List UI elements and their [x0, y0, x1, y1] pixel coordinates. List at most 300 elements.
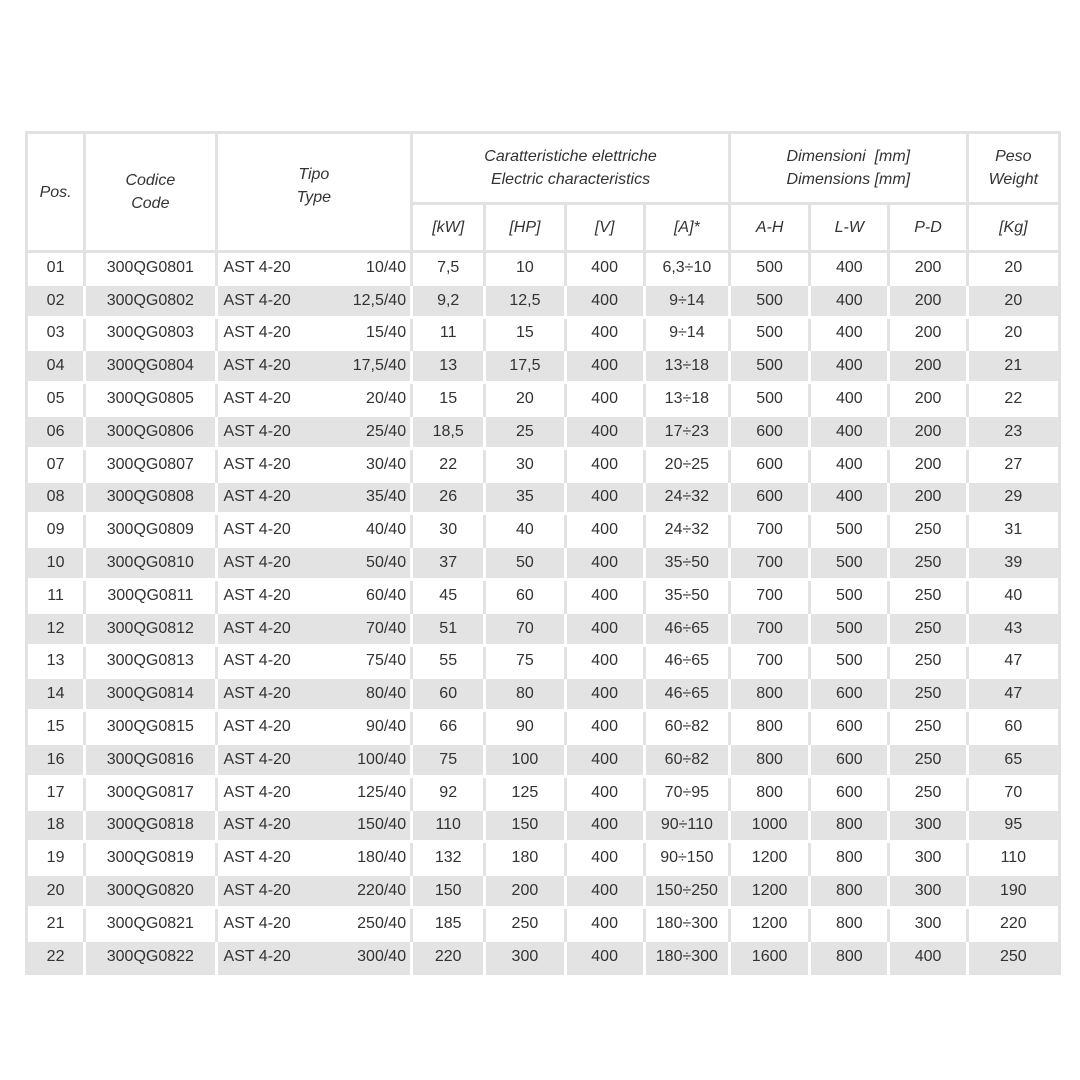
cell-pos: 21: [27, 907, 85, 940]
header-unit-a: [A]*: [644, 204, 729, 252]
header-weight-en: Weight: [988, 171, 1039, 188]
cell-kg: 43: [967, 612, 1059, 645]
cell-a: 17÷23: [644, 415, 729, 448]
cell-ah: 700: [729, 645, 809, 678]
cell-size: 75/40: [329, 645, 411, 678]
cell-kg: 110: [967, 842, 1059, 875]
header-dims-en: Dimensions [mm]: [786, 171, 911, 188]
cell-type: AST 4-20: [216, 940, 329, 973]
header-weight: [967, 133, 1059, 204]
cell-pd: 300: [889, 842, 967, 875]
cell-ah: 600: [729, 415, 809, 448]
cell-size: 25/40: [329, 415, 411, 448]
cell-v: 400: [565, 252, 644, 285]
cell-hp: 250: [485, 907, 565, 940]
cell-hp: 70: [485, 612, 565, 645]
cell-pos: 10: [27, 547, 85, 580]
cell-a: 13÷18: [644, 350, 729, 383]
cell-a: 35÷50: [644, 547, 729, 580]
cell-v: 400: [565, 317, 644, 350]
cell-size: 50/40: [329, 547, 411, 580]
cell-a: 6,3÷10: [644, 252, 729, 285]
cell-pos: 02: [27, 284, 85, 317]
header-pos-label: Pos.: [39, 183, 72, 201]
header-weight-it: Peso: [995, 148, 1032, 165]
cell-pos: 13: [27, 645, 85, 678]
cell-pd: 200: [889, 317, 967, 350]
cell-v: 400: [565, 645, 644, 678]
cell-pos: 05: [27, 383, 85, 416]
cell-pos: 15: [27, 711, 85, 744]
cell-size: 30/40: [329, 448, 411, 481]
cell-code: 300QG0803: [85, 317, 216, 350]
cell-lw: 500: [810, 579, 889, 612]
cell-a: 180÷300: [644, 907, 729, 940]
cell-kg: 95: [967, 809, 1059, 842]
cell-v: 400: [565, 940, 644, 973]
cell-pos: 09: [27, 514, 85, 547]
cell-lw: 600: [810, 678, 889, 711]
cell-code: 300QG0821: [85, 907, 216, 940]
cell-hp: 12,5: [485, 284, 565, 317]
cell-pos: 01: [27, 252, 85, 285]
cell-kw: 220: [412, 940, 485, 973]
cell-hp: 300: [485, 940, 565, 973]
cell-kg: 29: [967, 481, 1059, 514]
cell-pd: 300: [889, 809, 967, 842]
cell-a: 35÷50: [644, 579, 729, 612]
cell-a: 24÷32: [644, 481, 729, 514]
cell-v: 400: [565, 678, 644, 711]
table-row: [27, 547, 1060, 580]
cell-v: 400: [565, 711, 644, 744]
cell-kg: 21: [967, 350, 1059, 383]
cell-code: 300QG0816: [85, 743, 216, 776]
cell-kw: 15: [412, 383, 485, 416]
cell-pos: 17: [27, 776, 85, 809]
header-unit-v: [V]: [565, 204, 644, 252]
table-row: [27, 284, 1060, 317]
cell-pos: 14: [27, 678, 85, 711]
cell-code: 300QG0811: [85, 579, 216, 612]
cell-pd: 400: [889, 940, 967, 973]
cell-type: AST 4-20: [216, 809, 329, 842]
cell-hp: 80: [485, 678, 565, 711]
cell-kw: 55: [412, 645, 485, 678]
cell-ah: 800: [729, 711, 809, 744]
table-row: [27, 875, 1060, 908]
table-row: [27, 481, 1060, 514]
cell-kw: 66: [412, 711, 485, 744]
cell-v: 400: [565, 809, 644, 842]
cell-kw: 60: [412, 678, 485, 711]
table-row: [27, 809, 1060, 842]
cell-hp: 20: [485, 383, 565, 416]
cell-size: 20/40: [329, 383, 411, 416]
cell-code: 300QG0813: [85, 645, 216, 678]
cell-type: AST 4-20: [216, 284, 329, 317]
cell-ah: 1000: [729, 809, 809, 842]
cell-a: 13÷18: [644, 383, 729, 416]
cell-v: 400: [565, 448, 644, 481]
cell-a: 180÷300: [644, 940, 729, 973]
table-row: [27, 612, 1060, 645]
cell-hp: 60: [485, 579, 565, 612]
cell-kg: 47: [967, 645, 1059, 678]
cell-size: 17,5/40: [329, 350, 411, 383]
cell-hp: 40: [485, 514, 565, 547]
cell-kg: 70: [967, 776, 1059, 809]
cell-kw: 13: [412, 350, 485, 383]
cell-hp: 150: [485, 809, 565, 842]
cell-lw: 500: [810, 645, 889, 678]
cell-code: 300QG0802: [85, 284, 216, 317]
table-row: [27, 448, 1060, 481]
cell-ah: 700: [729, 547, 809, 580]
cell-pd: 250: [889, 579, 967, 612]
header-electric-en: Electric characteristics: [490, 171, 651, 188]
cell-lw: 400: [810, 350, 889, 383]
cell-pos: 19: [27, 842, 85, 875]
table-row: [27, 579, 1060, 612]
cell-v: 400: [565, 875, 644, 908]
cell-code: 300QG0810: [85, 547, 216, 580]
cell-type: AST 4-20: [216, 514, 329, 547]
cell-lw: 800: [810, 907, 889, 940]
cell-code: 300QG0804: [85, 350, 216, 383]
cell-ah: 600: [729, 448, 809, 481]
cell-a: 60÷82: [644, 711, 729, 744]
cell-code: 300QG0817: [85, 776, 216, 809]
cell-ah: 500: [729, 383, 809, 416]
header-pos: [27, 133, 85, 252]
cell-pos: 18: [27, 809, 85, 842]
cell-hp: 35: [485, 481, 565, 514]
cell-pos: 03: [27, 317, 85, 350]
header-unit-kw: [kW]: [412, 204, 485, 252]
table-row: [27, 317, 1060, 350]
cell-hp: 50: [485, 547, 565, 580]
cell-a: 46÷65: [644, 645, 729, 678]
cell-size: 150/40: [329, 809, 411, 842]
header-unit-ah: A-H: [729, 204, 809, 252]
cell-hp: 90: [485, 711, 565, 744]
cell-pd: 200: [889, 383, 967, 416]
cell-a: 60÷82: [644, 743, 729, 776]
cell-hp: 15: [485, 317, 565, 350]
cell-ah: 1200: [729, 907, 809, 940]
header-electric: [412, 133, 730, 204]
cell-type: AST 4-20: [216, 776, 329, 809]
cell-ah: 500: [729, 350, 809, 383]
cell-pd: 250: [889, 711, 967, 744]
cell-pos: 22: [27, 940, 85, 973]
cell-hp: 17,5: [485, 350, 565, 383]
cell-lw: 500: [810, 612, 889, 645]
cell-pd: 200: [889, 284, 967, 317]
cell-hp: 125: [485, 776, 565, 809]
cell-a: 24÷32: [644, 514, 729, 547]
cell-ah: 700: [729, 579, 809, 612]
cell-kg: 190: [967, 875, 1059, 908]
cell-type: AST 4-20: [216, 875, 329, 908]
cell-type: AST 4-20: [216, 579, 329, 612]
header-electric-it: Caratteristiche elettriche: [484, 148, 657, 165]
cell-kg: 27: [967, 448, 1059, 481]
cell-kg: 20: [967, 252, 1059, 285]
cell-pd: 200: [889, 481, 967, 514]
cell-type: AST 4-20: [216, 547, 329, 580]
cell-lw: 400: [810, 284, 889, 317]
cell-code: 300QG0806: [85, 415, 216, 448]
table-row: [27, 383, 1060, 416]
cell-lw: 400: [810, 252, 889, 285]
cell-pd: 200: [889, 252, 967, 285]
cell-size: 220/40: [329, 875, 411, 908]
cell-kw: 150: [412, 875, 485, 908]
cell-pd: 250: [889, 645, 967, 678]
cell-kw: 92: [412, 776, 485, 809]
cell-lw: 800: [810, 875, 889, 908]
cell-v: 400: [565, 514, 644, 547]
cell-code: 300QG0815: [85, 711, 216, 744]
cell-size: 250/40: [329, 907, 411, 940]
cell-code: 300QG0822: [85, 940, 216, 973]
header-type: [216, 133, 412, 252]
header-code: [85, 133, 216, 252]
cell-a: 20÷25: [644, 448, 729, 481]
cell-lw: 600: [810, 743, 889, 776]
cell-kg: 20: [967, 317, 1059, 350]
cell-pos: 20: [27, 875, 85, 908]
table-row: [27, 514, 1060, 547]
cell-kw: 185: [412, 907, 485, 940]
table-row: [27, 842, 1060, 875]
cell-type: AST 4-20: [216, 743, 329, 776]
cell-v: 400: [565, 579, 644, 612]
cell-a: 9÷14: [644, 284, 729, 317]
cell-type: AST 4-20: [216, 645, 329, 678]
cell-type: AST 4-20: [216, 383, 329, 416]
table-row: [27, 940, 1060, 973]
cell-lw: 400: [810, 383, 889, 416]
cell-ah: 800: [729, 776, 809, 809]
cell-a: 90÷110: [644, 809, 729, 842]
cell-ah: 800: [729, 678, 809, 711]
cell-code: 300QG0801: [85, 252, 216, 285]
cell-lw: 800: [810, 809, 889, 842]
cell-v: 400: [565, 481, 644, 514]
cell-pos: 04: [27, 350, 85, 383]
cell-size: 90/40: [329, 711, 411, 744]
cell-pd: 250: [889, 547, 967, 580]
cell-kw: 37: [412, 547, 485, 580]
cell-hp: 30: [485, 448, 565, 481]
table-row: [27, 678, 1060, 711]
cell-kw: 26: [412, 481, 485, 514]
cell-pos: 08: [27, 481, 85, 514]
cell-kw: 30: [412, 514, 485, 547]
cell-type: AST 4-20: [216, 678, 329, 711]
cell-pd: 200: [889, 448, 967, 481]
cell-kw: 18,5: [412, 415, 485, 448]
cell-a: 70÷95: [644, 776, 729, 809]
cell-size: 80/40: [329, 678, 411, 711]
cell-kw: 45: [412, 579, 485, 612]
cell-a: 90÷150: [644, 842, 729, 875]
cell-lw: 500: [810, 547, 889, 580]
cell-code: 300QG0812: [85, 612, 216, 645]
cell-hp: 25: [485, 415, 565, 448]
cell-size: 125/40: [329, 776, 411, 809]
cell-code: 300QG0809: [85, 514, 216, 547]
cell-lw: 400: [810, 481, 889, 514]
cell-ah: 500: [729, 317, 809, 350]
cell-type: AST 4-20: [216, 612, 329, 645]
cell-type: AST 4-20: [216, 317, 329, 350]
cell-kw: 75: [412, 743, 485, 776]
cell-lw: 800: [810, 940, 889, 973]
cell-type: AST 4-20: [216, 907, 329, 940]
cell-kg: 23: [967, 415, 1059, 448]
cell-pos: 12: [27, 612, 85, 645]
cell-ah: 1600: [729, 940, 809, 973]
cell-kg: 220: [967, 907, 1059, 940]
header-type-it: Tipo: [298, 166, 330, 183]
cell-pd: 250: [889, 678, 967, 711]
cell-hp: 100: [485, 743, 565, 776]
cell-lw: 800: [810, 842, 889, 875]
cell-code: 300QG0807: [85, 448, 216, 481]
cell-hp: 10: [485, 252, 565, 285]
cell-kg: 39: [967, 547, 1059, 580]
cell-type: AST 4-20: [216, 842, 329, 875]
cell-pos: 06: [27, 415, 85, 448]
cell-size: 100/40: [329, 743, 411, 776]
header-code-it: Codice: [125, 172, 176, 189]
cell-lw: 400: [810, 317, 889, 350]
header-code-en: Code: [131, 195, 170, 212]
cell-pos: 11: [27, 579, 85, 612]
cell-hp: 180: [485, 842, 565, 875]
table-row: [27, 645, 1060, 678]
cell-lw: 600: [810, 776, 889, 809]
cell-v: 400: [565, 743, 644, 776]
cell-ah: 800: [729, 743, 809, 776]
cell-v: 400: [565, 907, 644, 940]
cell-code: 300QG0805: [85, 383, 216, 416]
cell-size: 40/40: [329, 514, 411, 547]
cell-ah: 600: [729, 481, 809, 514]
table-row: [27, 711, 1060, 744]
cell-pos: 07: [27, 448, 85, 481]
cell-size: 10/40: [329, 252, 411, 285]
cell-pd: 250: [889, 776, 967, 809]
cell-a: 150÷250: [644, 875, 729, 908]
cell-pd: 250: [889, 743, 967, 776]
header-unit-lw: L-W: [810, 204, 889, 252]
header-dimensions: [729, 133, 967, 204]
cell-v: 400: [565, 415, 644, 448]
cell-lw: 400: [810, 415, 889, 448]
cell-v: 400: [565, 350, 644, 383]
cell-v: 400: [565, 547, 644, 580]
cell-ah: 700: [729, 612, 809, 645]
cell-lw: 600: [810, 711, 889, 744]
cell-v: 400: [565, 284, 644, 317]
cell-v: 400: [565, 383, 644, 416]
cell-kg: 40: [967, 579, 1059, 612]
spec-table: [25, 131, 1061, 975]
cell-a: 9÷14: [644, 317, 729, 350]
cell-kg: 31: [967, 514, 1059, 547]
cell-pd: 300: [889, 907, 967, 940]
header-type-en: Type: [296, 189, 331, 206]
cell-ah: 1200: [729, 875, 809, 908]
cell-hp: 200: [485, 875, 565, 908]
cell-kw: 110: [412, 809, 485, 842]
table-row: [27, 252, 1060, 285]
table-row: [27, 350, 1060, 383]
cell-type: AST 4-20: [216, 252, 329, 285]
cell-a: 46÷65: [644, 612, 729, 645]
cell-size: 70/40: [329, 612, 411, 645]
cell-type: AST 4-20: [216, 711, 329, 744]
cell-kg: 22: [967, 383, 1059, 416]
header-unit-pd: P-D: [889, 204, 967, 252]
cell-pd: 200: [889, 415, 967, 448]
cell-size: 300/40: [329, 940, 411, 973]
header-unit-kg: [Kg]: [967, 204, 1059, 252]
cell-code: 300QG0819: [85, 842, 216, 875]
cell-kw: 11: [412, 317, 485, 350]
cell-size: 180/40: [329, 842, 411, 875]
cell-pd: 250: [889, 514, 967, 547]
header-dims-it: Dimensioni [mm]: [786, 148, 911, 165]
cell-kg: 60: [967, 711, 1059, 744]
cell-pos: 16: [27, 743, 85, 776]
cell-type: AST 4-20: [216, 448, 329, 481]
cell-kw: 51: [412, 612, 485, 645]
cell-size: 15/40: [329, 317, 411, 350]
table-row: [27, 907, 1060, 940]
cell-type: AST 4-20: [216, 415, 329, 448]
table-row: [27, 415, 1060, 448]
cell-code: 300QG0818: [85, 809, 216, 842]
cell-lw: 500: [810, 514, 889, 547]
cell-pd: 300: [889, 875, 967, 908]
cell-v: 400: [565, 776, 644, 809]
cell-kg: 250: [967, 940, 1059, 973]
cell-ah: 1200: [729, 842, 809, 875]
cell-code: 300QG0814: [85, 678, 216, 711]
cell-size: 12,5/40: [329, 284, 411, 317]
cell-code: 300QG0808: [85, 481, 216, 514]
cell-ah: 500: [729, 284, 809, 317]
cell-ah: 700: [729, 514, 809, 547]
cell-ah: 500: [729, 252, 809, 285]
cell-size: 35/40: [329, 481, 411, 514]
cell-pd: 200: [889, 350, 967, 383]
cell-kw: 9,2: [412, 284, 485, 317]
cell-kg: 65: [967, 743, 1059, 776]
cell-a: 46÷65: [644, 678, 729, 711]
cell-kg: 47: [967, 678, 1059, 711]
cell-kw: 22: [412, 448, 485, 481]
cell-lw: 400: [810, 448, 889, 481]
table-row: [27, 776, 1060, 809]
header-unit-hp: [HP]: [485, 204, 565, 252]
